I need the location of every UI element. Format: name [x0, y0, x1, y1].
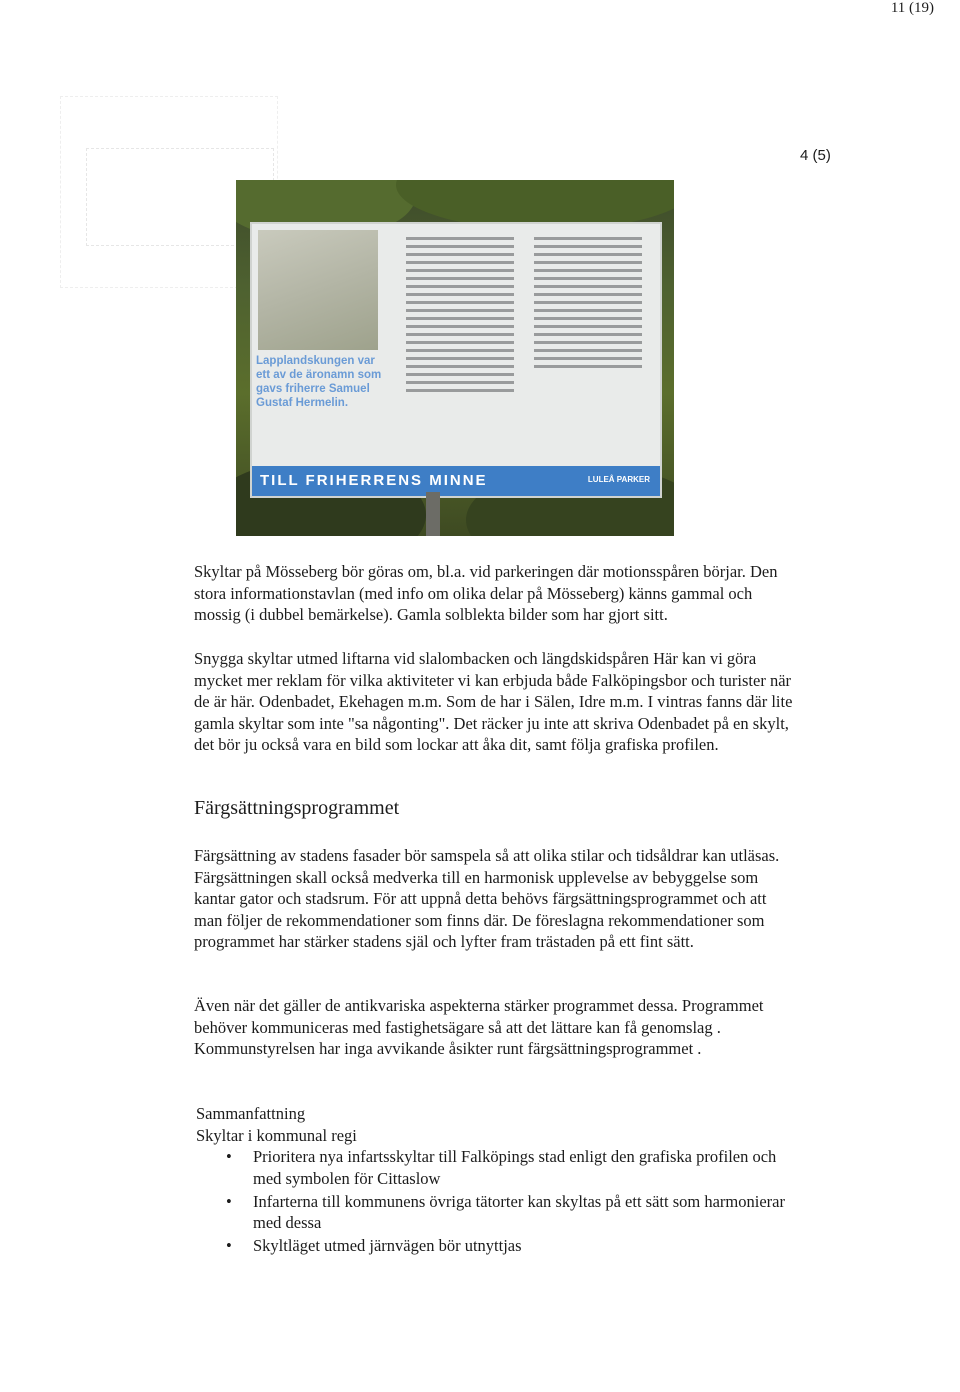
paragraph-color-program: Färgsättning av stadens fasader bör samspela så att olika stilar och tidsåldrar kan utläsas. Färgsättningen skall också medverka till en harmonisk upplevelse av bebyggelse som kantar gator och stadsrum. För att uppnå detta behövs färgsättningsprogrammet och att man följer de rekommendationer som finns där. De föreslagna rekommendationer som programmet har stärker stadens själ och lyfter fram trästaden på ett fint sätt.: [194, 846, 780, 951]
summary-block: [196, 1103, 796, 1146]
list-item: [196, 1191, 796, 1234]
sign-banner-title: TILL FRIHERRENS MINNE: [260, 472, 488, 489]
section-heading: Färgsättningsprogrammet: [194, 797, 400, 819]
sign-slogan: Lapplandskungen var ett av de äronamn som gavs friherre Samuel Gustaf Hermelin.: [256, 355, 382, 409]
list-item: [196, 1235, 796, 1257]
summary-subtitle: Skyltar i kommunal regi: [196, 1125, 357, 1145]
list-item: [196, 1146, 796, 1189]
sign-photo: [236, 180, 674, 536]
bullet-icon: •: [226, 1236, 232, 1255]
sign-illustration: [258, 230, 378, 350]
bullet-icon: •: [226, 1147, 232, 1166]
sign-logo: LULEÅ PARKER: [587, 475, 650, 484]
information-sign: [250, 222, 662, 498]
sign-text-column: [400, 232, 520, 452]
summary-title: Sammanfattning: [196, 1104, 306, 1123]
list-item-text: Prioritera nya infartsskyltar till Falköpings stad enligt den grafiska profilen och med symbolen för Cittaslow: [253, 1147, 777, 1188]
page-number: 11 (19): [890, 0, 934, 16]
bullet-icon: •: [226, 1191, 232, 1211]
sign-text-column: [528, 232, 648, 452]
paragraph-antiquarian-aspects: Även när det gäller de antikvariska aspekterna stärker programmet dessa. Programmet behöver kommuniceras med fastighetsägare så att det lättare kan få genomslag . Kommunstyrelsen har inga avvikande åsikter runt färgsättningsprogrammet .: [194, 996, 764, 1058]
paragraph-ski-lift-signs: Snygga skyltar utmed liftarna vid slalombacken och längdskidspåren Här kan vi göra mycket mer reklam för vilka aktiviteter vi kan erbjuda både Falköpingsbor och turister när de är här. Odenbadet, Ekehagen m.m. Som de har i Sälen, Idre m.m. I vintras fanns där lite gamla skyltar som inte "sa någonting". Det räcker ju inte att skriva Odenbadet på en skylt, det bör ju också vara en bild som lockar att åka dit, samt följa grafiska profilen.: [194, 649, 793, 754]
summary-bullet-list: [196, 1146, 796, 1258]
list-item-text: Infarterna till kommunens övriga tätorter kan skyltas på ett sätt som harmonierar med dessa: [253, 1191, 785, 1232]
paragraph-mosseberg-signs: Skyltar på Mösseberg bör göras om, bl.a. vid parkeringen där motionsspåren börjar. Den stora informationstavlan (med info om olika delar på Mösseberg) känns gammal och mossig (i dubbel bemärkelse). Gamla solblekta bilder som har gjort sitt.: [194, 562, 778, 624]
sign-post: [426, 492, 440, 536]
list-item-text: Skyltläget utmed järnvägen bör utnyttjas: [253, 1236, 522, 1255]
sign-banner: [252, 466, 660, 496]
document-page-number: 4 (5): [800, 147, 831, 164]
